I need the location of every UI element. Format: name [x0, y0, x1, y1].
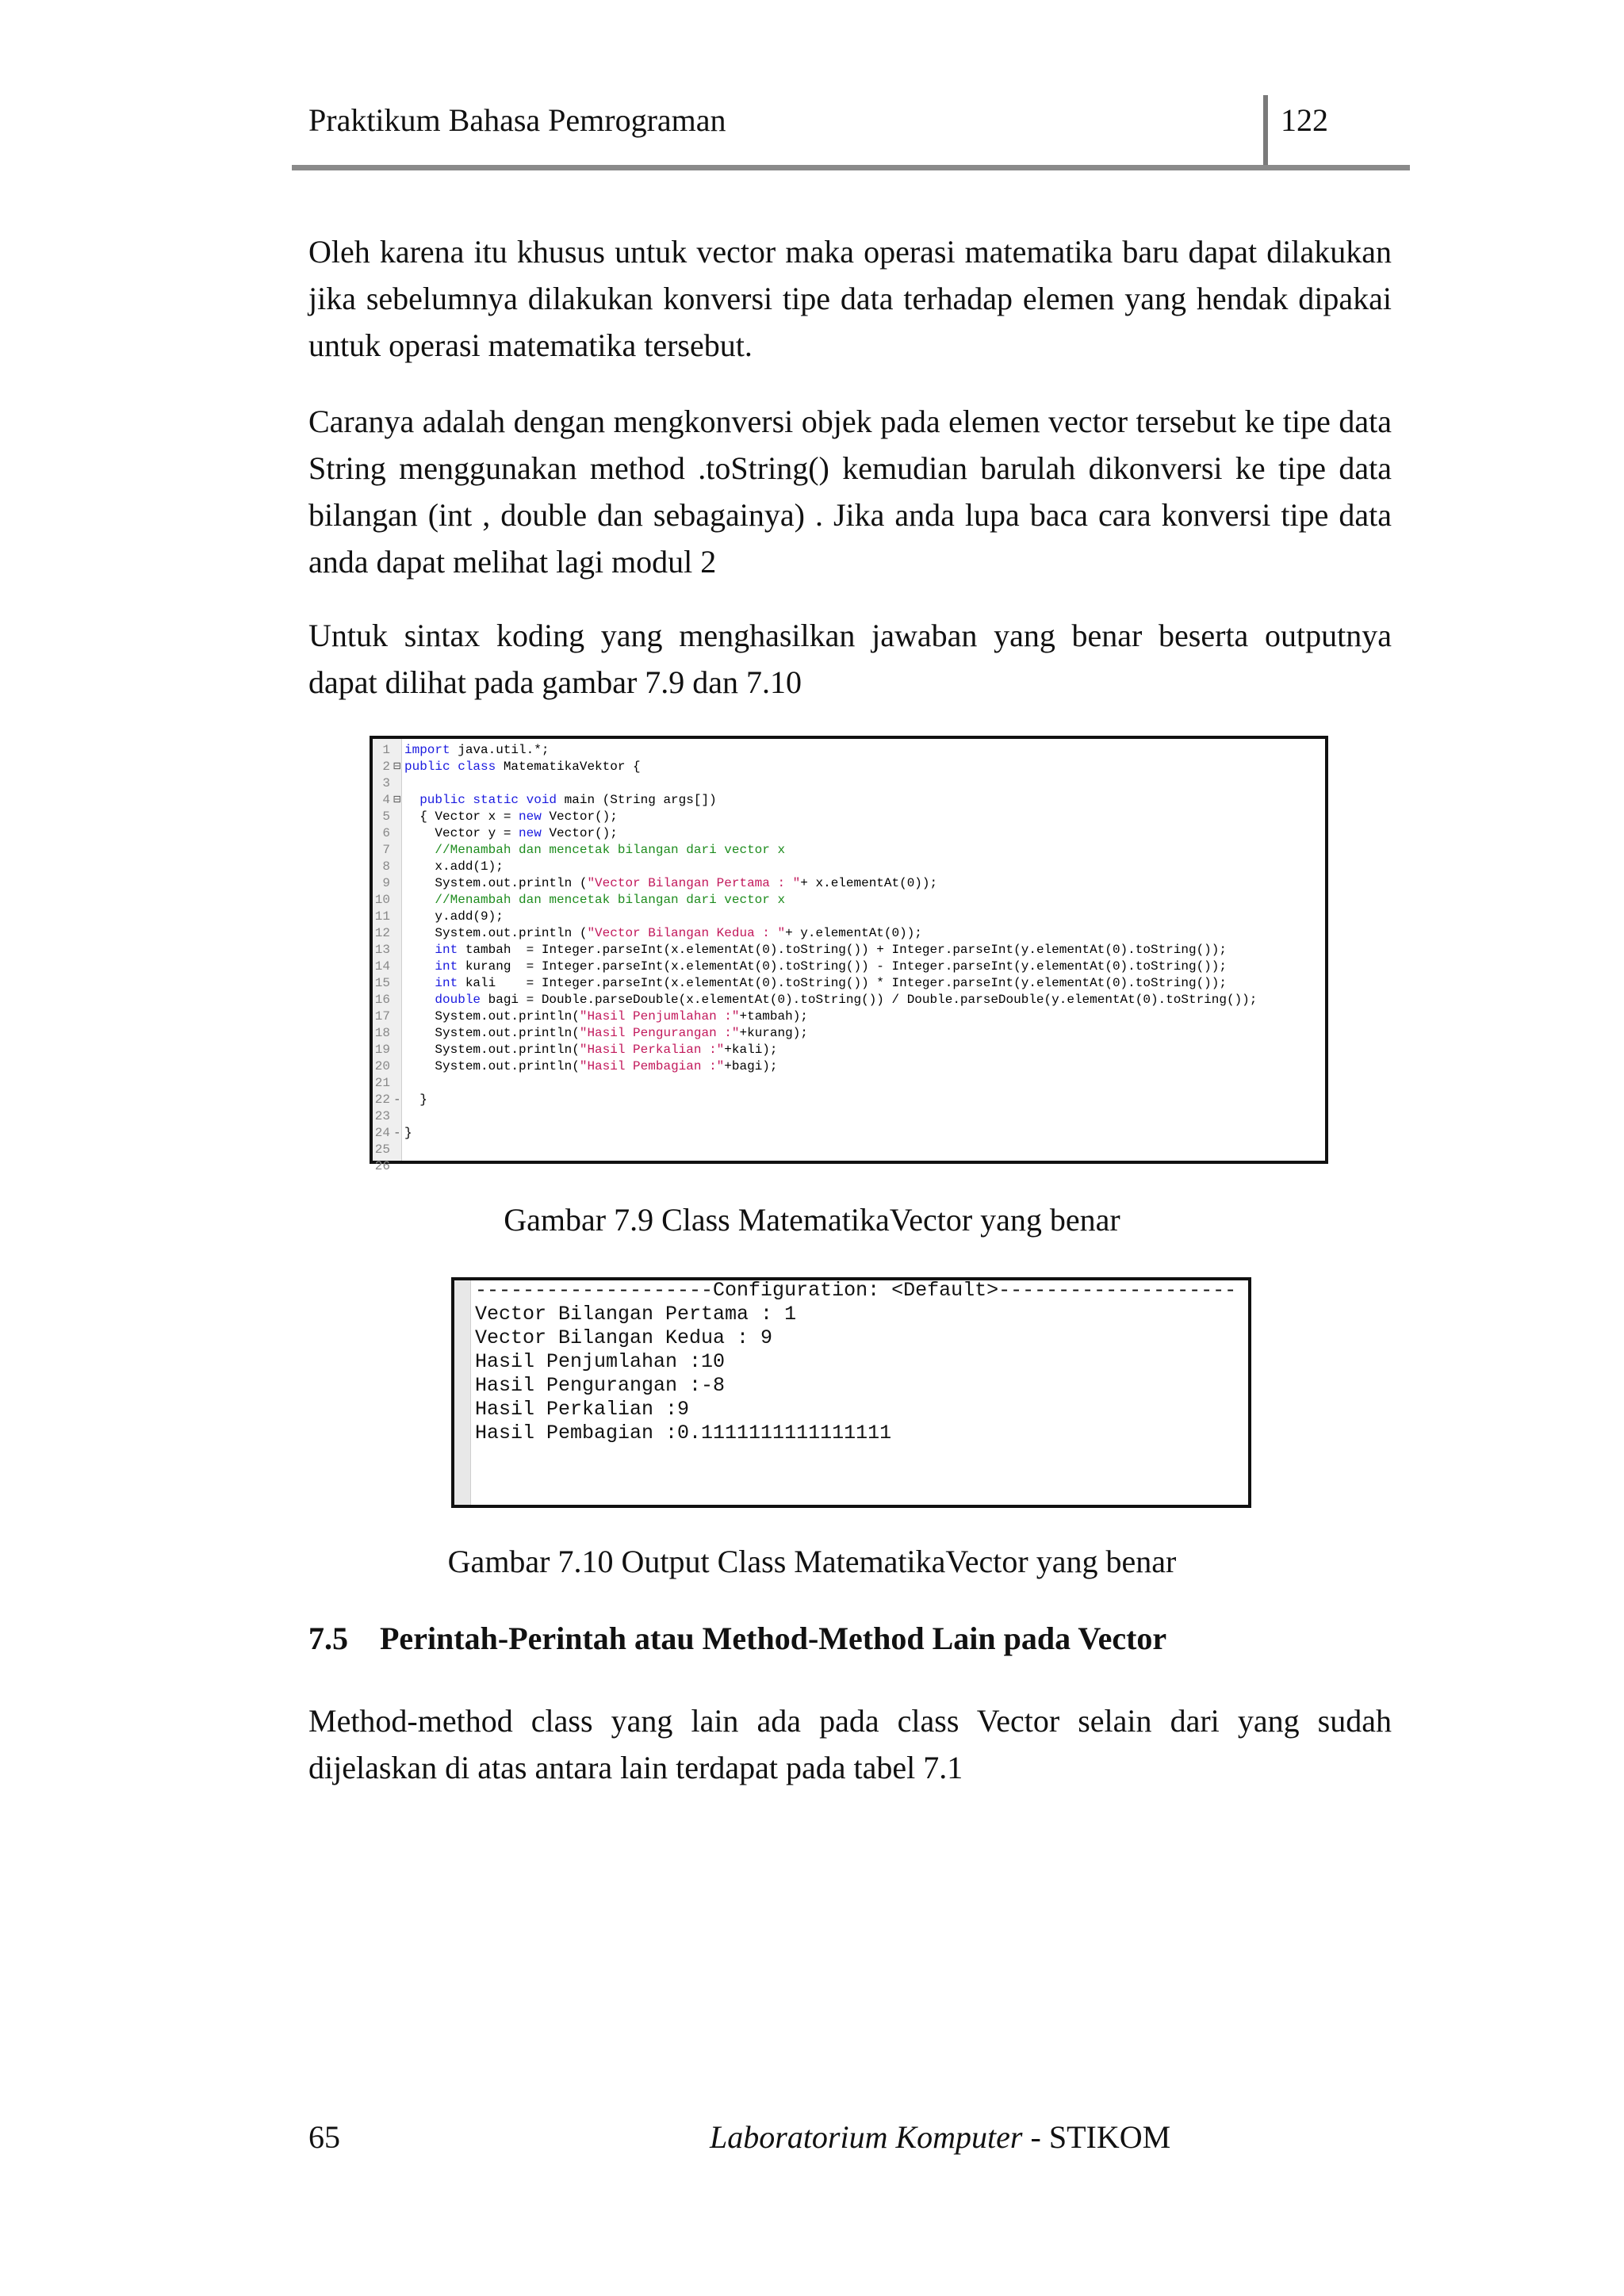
code-token: Vector();	[541, 809, 618, 824]
output-line: Hasil Pengurangan :-8	[475, 1374, 726, 1397]
fold-marker-icon: -	[393, 1126, 401, 1140]
code-token: }	[404, 1126, 412, 1140]
header-divider	[1263, 95, 1268, 166]
code-line-number: 11	[374, 909, 390, 924]
code-token: "Vector Bilangan Kedua : "	[587, 926, 786, 940]
code-token: int	[435, 943, 458, 957]
code-token: tambah = Integer.parseInt(x.elementAt(0).toString()) + Integer.parseInt(y.elementAt(0).toString());	[458, 943, 1227, 957]
code-line-number: 18	[374, 1026, 390, 1040]
code-line-number: 10	[374, 893, 390, 907]
code-token	[404, 959, 435, 974]
section-title: Perintah-Perintah atau Method-Method Lain pada Vector	[380, 1621, 1167, 1656]
code-line	[373, 942, 1227, 959]
code-token: y.add(9);	[404, 909, 504, 924]
code-line-number: 1	[382, 743, 390, 757]
code-token: bagi = Double.parseDouble(x.elementAt(0).toString()) / Double.parseDouble(y.elementAt(0).toString());	[481, 993, 1258, 1007]
paragraph-2: Caranya adalah dengan mengkonversi objek pada elemen vector tersebut ke tipe data String menggunakan method .toString() kemudian barulah dikonversi ke tipe data bilangan (int , double dan sebagainya) . Jika anda lupa baca cara konversi tipe data anda dapat melihat lagi modul 2	[308, 404, 1392, 580]
code-line-number: 12	[374, 926, 390, 940]
code-line	[373, 1125, 412, 1142]
code-line-number: 19	[374, 1043, 390, 1057]
code-line	[373, 1092, 427, 1108]
code-line	[373, 859, 504, 875]
header-rule	[292, 165, 1410, 170]
code-line	[373, 1108, 404, 1125]
fold-marker-icon: -	[393, 1093, 401, 1107]
code-line	[373, 892, 785, 909]
code-token: java.util.*;	[450, 743, 550, 757]
paragraph-1: Oleh karena itu khusus untuk vector maka operasi matematika baru dapat dilakukan jika sebelumnya dilakukan konversi tipe data terhadap elemen yang hendak dipakai untuk operasi matematika tersebut.	[308, 234, 1392, 363]
code-token: //Menambah dan mencetak bilangan dari vector x	[404, 893, 786, 907]
code-token: System.out.println (	[404, 926, 588, 940]
code-line	[373, 809, 618, 825]
output-line: Hasil Penjumlahan :10	[475, 1350, 726, 1373]
section-heading	[308, 1620, 1166, 1657]
code-line	[373, 825, 618, 842]
code-token: int	[435, 976, 458, 990]
code-token: }	[404, 1093, 427, 1107]
fold-marker-icon: ⊟	[393, 793, 401, 807]
code-token: "Hasil Perkalian :"	[579, 1043, 725, 1057]
code-token: +bagi);	[724, 1059, 778, 1073]
code-token: "Vector Bilangan Pertama : "	[587, 876, 801, 890]
code-line	[373, 925, 922, 942]
code-token: x.add(1);	[404, 859, 504, 874]
code-line	[373, 959, 1227, 975]
paragraph-3: Untuk sintax koding yang menghasilkan jawaban yang benar beserta outputnya dapat dilihat pada gambar 7.9 dan 7.10	[308, 618, 1392, 700]
output-line: Hasil Pembagian :0.1111111111111111	[475, 1422, 892, 1445]
code-token: + y.elementAt(0));	[785, 926, 922, 940]
figure-caption-7-10: Gambar 7.10 Output Class MatematikaVector yang benar	[447, 1544, 1177, 1579]
code-line-number: 26	[374, 1159, 390, 1173]
header-title: Praktikum Bahasa Pemrograman	[308, 102, 726, 138]
code-token	[404, 793, 419, 807]
code-token: +tambah);	[739, 1009, 808, 1024]
code-line	[373, 909, 504, 925]
code-line	[373, 1025, 808, 1042]
code-line-number: 7	[382, 843, 390, 857]
code-token: double	[435, 993, 481, 1007]
code-token: System.out.println(	[404, 1026, 580, 1040]
code-line-number: 2	[382, 760, 390, 774]
code-line-number: 8	[382, 859, 390, 874]
footer-italic: Laboratorium Komputer	[710, 2119, 1023, 2155]
code-line	[373, 1042, 778, 1058]
code-line-number: 22	[374, 1093, 390, 1107]
code-line	[373, 1142, 404, 1158]
output-gutter	[454, 1280, 471, 1505]
code-token: "Hasil Pengurangan :"	[579, 1026, 740, 1040]
code-line-number: 25	[374, 1142, 390, 1157]
code-line	[373, 742, 549, 759]
code-line-number: 4	[382, 793, 390, 807]
code-line	[373, 1158, 404, 1175]
code-token: "Hasil Pembagian :"	[579, 1059, 725, 1073]
code-token: kurang = Integer.parseInt(x.elementAt(0).toString()) - Integer.parseInt(y.elementAt(0).toString());	[458, 959, 1227, 974]
code-token: MatematikaVektor {	[496, 760, 641, 774]
code-line-number: 20	[374, 1059, 390, 1073]
code-token: import	[404, 743, 450, 757]
code-token: //Menambah dan mencetak bilangan dari vector x	[404, 843, 786, 857]
code-token: Vector y =	[404, 826, 519, 840]
code-line-number: 24	[374, 1126, 390, 1140]
code-line-number: 3	[382, 776, 390, 790]
code-token: public static void	[419, 793, 557, 807]
output-line: Hasil Perkalian :9	[475, 1398, 690, 1421]
code-token: Vector();	[541, 826, 618, 840]
header-page-number: 122	[1281, 102, 1328, 138]
footer-rest: - STIKOM	[1022, 2119, 1171, 2155]
code-line-number: 9	[382, 876, 390, 890]
code-token: "Hasil Penjumlahan :"	[579, 1009, 740, 1024]
code-line-number: 16	[374, 993, 390, 1007]
code-line	[373, 1008, 808, 1025]
code-token: +kurang);	[739, 1026, 808, 1040]
code-line	[373, 1075, 404, 1092]
code-token: kali = Integer.parseInt(x.elementAt(0).toString()) * Integer.parseInt(y.elementAt(0).toString());	[458, 976, 1227, 990]
code-token: public class	[404, 760, 496, 774]
code-token: System.out.println(	[404, 1059, 580, 1073]
code-line	[373, 759, 641, 775]
code-line-number: 13	[374, 943, 390, 957]
fold-marker-icon: ⊟	[393, 760, 401, 774]
code-line	[373, 992, 1257, 1008]
code-token: +kali);	[724, 1043, 778, 1057]
code-token: + x.elementAt(0));	[800, 876, 938, 890]
code-line-number: 17	[374, 1009, 390, 1024]
paragraph-4: Method-method class yang lain ada pada class Vector selain dari yang sudah dijelaskan di atas antara lain terdapat pada tabel 7.1	[308, 1703, 1392, 1785]
code-token: System.out.println(	[404, 1043, 580, 1057]
code-line	[373, 1058, 778, 1075]
code-line	[373, 975, 1227, 992]
output-line: Vector Bilangan Kedua : 9	[475, 1326, 773, 1349]
code-line	[373, 775, 404, 792]
code-token: main (String args[])	[557, 793, 717, 807]
code-line-number: 14	[374, 959, 390, 974]
code-token: System.out.println (	[404, 876, 588, 890]
output-screenshot	[451, 1277, 1251, 1508]
section-number: 7.5	[308, 1621, 348, 1656]
code-line-number: 5	[382, 809, 390, 824]
code-line-number: 23	[374, 1109, 390, 1123]
code-line-number: 21	[374, 1076, 390, 1090]
code-token: System.out.println(	[404, 1009, 580, 1024]
footer-text	[710, 2118, 1170, 2156]
code-token: { Vector x =	[404, 809, 519, 824]
code-token: int	[435, 959, 458, 974]
code-token	[404, 993, 435, 1007]
code-line-number: 6	[382, 826, 390, 840]
output-line: --------------------Configuration: <Default>--------------------	[475, 1279, 1237, 1302]
code-line	[373, 842, 785, 859]
code-token	[404, 976, 435, 990]
code-token	[404, 943, 435, 957]
figure-caption-7-9: Gambar 7.9 Class MatematikaVector yang benar	[504, 1202, 1120, 1238]
code-token: new	[519, 809, 542, 824]
output-line: Vector Bilangan Pertama : 1	[475, 1303, 797, 1326]
code-line-number: 15	[374, 976, 390, 990]
code-line	[373, 792, 717, 809]
footer-page-number: 65	[308, 2119, 340, 2155]
code-screenshot	[370, 736, 1328, 1173]
code-token: new	[519, 826, 542, 840]
code-line	[373, 875, 937, 892]
